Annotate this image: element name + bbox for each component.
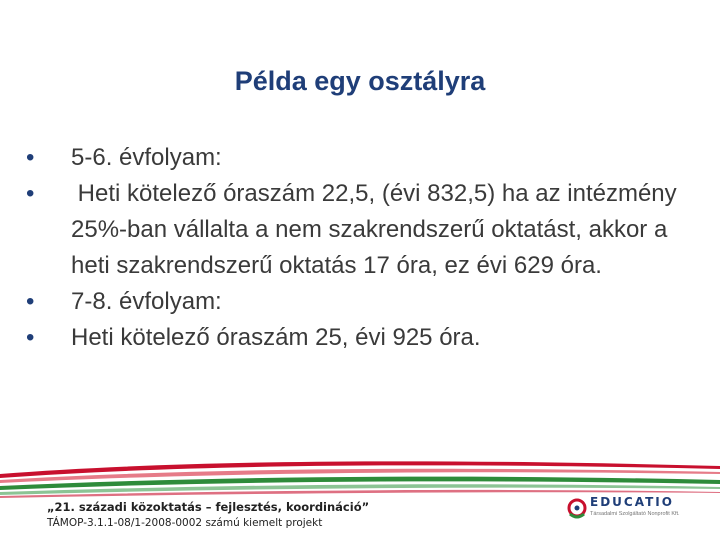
bullet-marker: • bbox=[26, 324, 35, 351]
bullet-text: 5-6. évfolyam: bbox=[71, 144, 222, 171]
educatio-logo-subtitle: Társadalmi Szolgáltató Nonprofit Kft. bbox=[590, 511, 680, 517]
educatio-logo-text: EDUCATIO bbox=[590, 495, 674, 509]
bullet-text: 7-8. évfolyam: bbox=[71, 288, 222, 315]
bullet-marker: • bbox=[26, 144, 35, 171]
bullet-item bbox=[26, 140, 706, 176]
bullet-text: Heti kötelező óraszám 22,5, (évi 832,5) ha az intézmény 25%-ban vállalta a nem szakrendszerű oktatást, akkor a heti szakrendszerű oktatás 17 óra, ez évi 629 óra. bbox=[71, 180, 684, 279]
bullet-item bbox=[26, 284, 706, 320]
bullet-list bbox=[26, 140, 706, 356]
bullet-item bbox=[26, 176, 706, 284]
bullet-item bbox=[26, 320, 706, 356]
bullet-text: Heti kötelező óraszám 25, évi 925 óra. bbox=[71, 324, 481, 351]
bullet-marker: • bbox=[26, 180, 35, 207]
bullet-marker: • bbox=[26, 288, 35, 315]
footer-stripes bbox=[0, 440, 720, 500]
footer-project-code: TÁMOP-3.1.1-08/1-2008-0002 számú kiemelt projekt bbox=[47, 517, 323, 529]
slide-title: Példa egy osztályra bbox=[234, 66, 486, 96]
educatio-logo bbox=[566, 494, 686, 524]
educatio-logo-icon bbox=[566, 494, 588, 522]
footer-quote: „21. századi közoktatás – fejlesztés, koordináció” bbox=[47, 500, 370, 514]
